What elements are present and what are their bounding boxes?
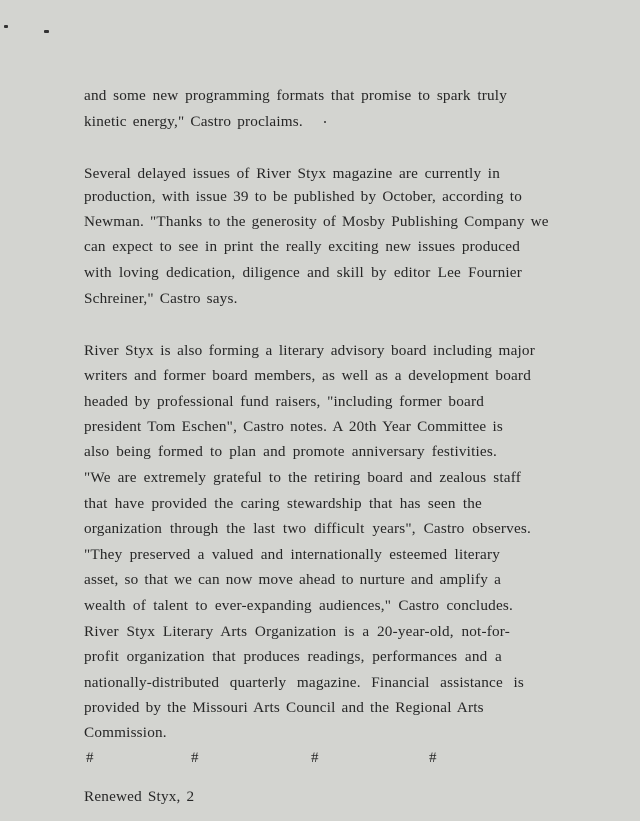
text-line: wealth of talent to ever-expanding audiences," Castro concludes.	[84, 597, 513, 614]
text-line: president Tom Eschen", Castro notes. A 20th Year Committee is	[84, 418, 503, 435]
text-line: nationally-distributed quarterly magazine. Financial assistance is	[84, 674, 524, 691]
text-line: provided by the Missouri Arts Council and the Regional Arts	[84, 699, 484, 716]
text-line: "They preserved a valued and internationally esteemed literary	[84, 546, 500, 563]
text-line: also being formed to plan and promote anniversary festivities.	[84, 443, 497, 460]
text-line: Schreiner," Castro says.	[84, 290, 238, 307]
scan-speck	[4, 25, 8, 28]
end-mark: #	[429, 750, 437, 766]
text-line: River Styx Literary Arts Organization is a 20-year-old, not-for-	[84, 623, 510, 640]
text-line: Newman. "Thanks to the generosity of Mosby Publishing Company we	[84, 213, 549, 230]
text-line: Several delayed issues of River Styx magazine are currently in	[84, 165, 500, 182]
text-line: production, with issue 39 to be published by October, according to	[84, 188, 522, 205]
text-line: organization through the last two difficult years", Castro observes.	[84, 520, 531, 537]
text-line: asset, so that we can now move ahead to nurture and amplify a	[84, 571, 502, 588]
text-line: can expect to see in print the really exciting new issues produced	[84, 238, 520, 255]
text-line: writers and former board members, as well as a development board	[84, 367, 531, 384]
scan-speck	[44, 30, 49, 33]
text-line: Commission.	[84, 724, 167, 741]
text-line: that have provided the caring stewardship that has seen the	[84, 495, 482, 512]
text-line: kinetic energy," Castro proclaims.	[84, 113, 303, 130]
text-line: profit organization that produces readings, performances and a	[84, 648, 502, 665]
text-line: headed by professional fund raisers, "including former board	[84, 393, 484, 410]
text-line: and some new programming formats that promise to spark truly	[84, 87, 507, 104]
page-footer: Renewed Styx, 2	[84, 788, 195, 805]
end-mark: #	[86, 750, 94, 766]
scan-speck	[324, 121, 326, 123]
text-line: with loving dedication, diligence and skill by editor Lee Fournier	[84, 264, 522, 281]
text-line: River Styx is also forming a literary advisory board including major	[84, 342, 535, 359]
text-line: "We are extremely grateful to the retiring board and zealous staff	[84, 469, 521, 486]
end-mark: #	[311, 750, 319, 766]
end-mark: #	[191, 750, 199, 766]
